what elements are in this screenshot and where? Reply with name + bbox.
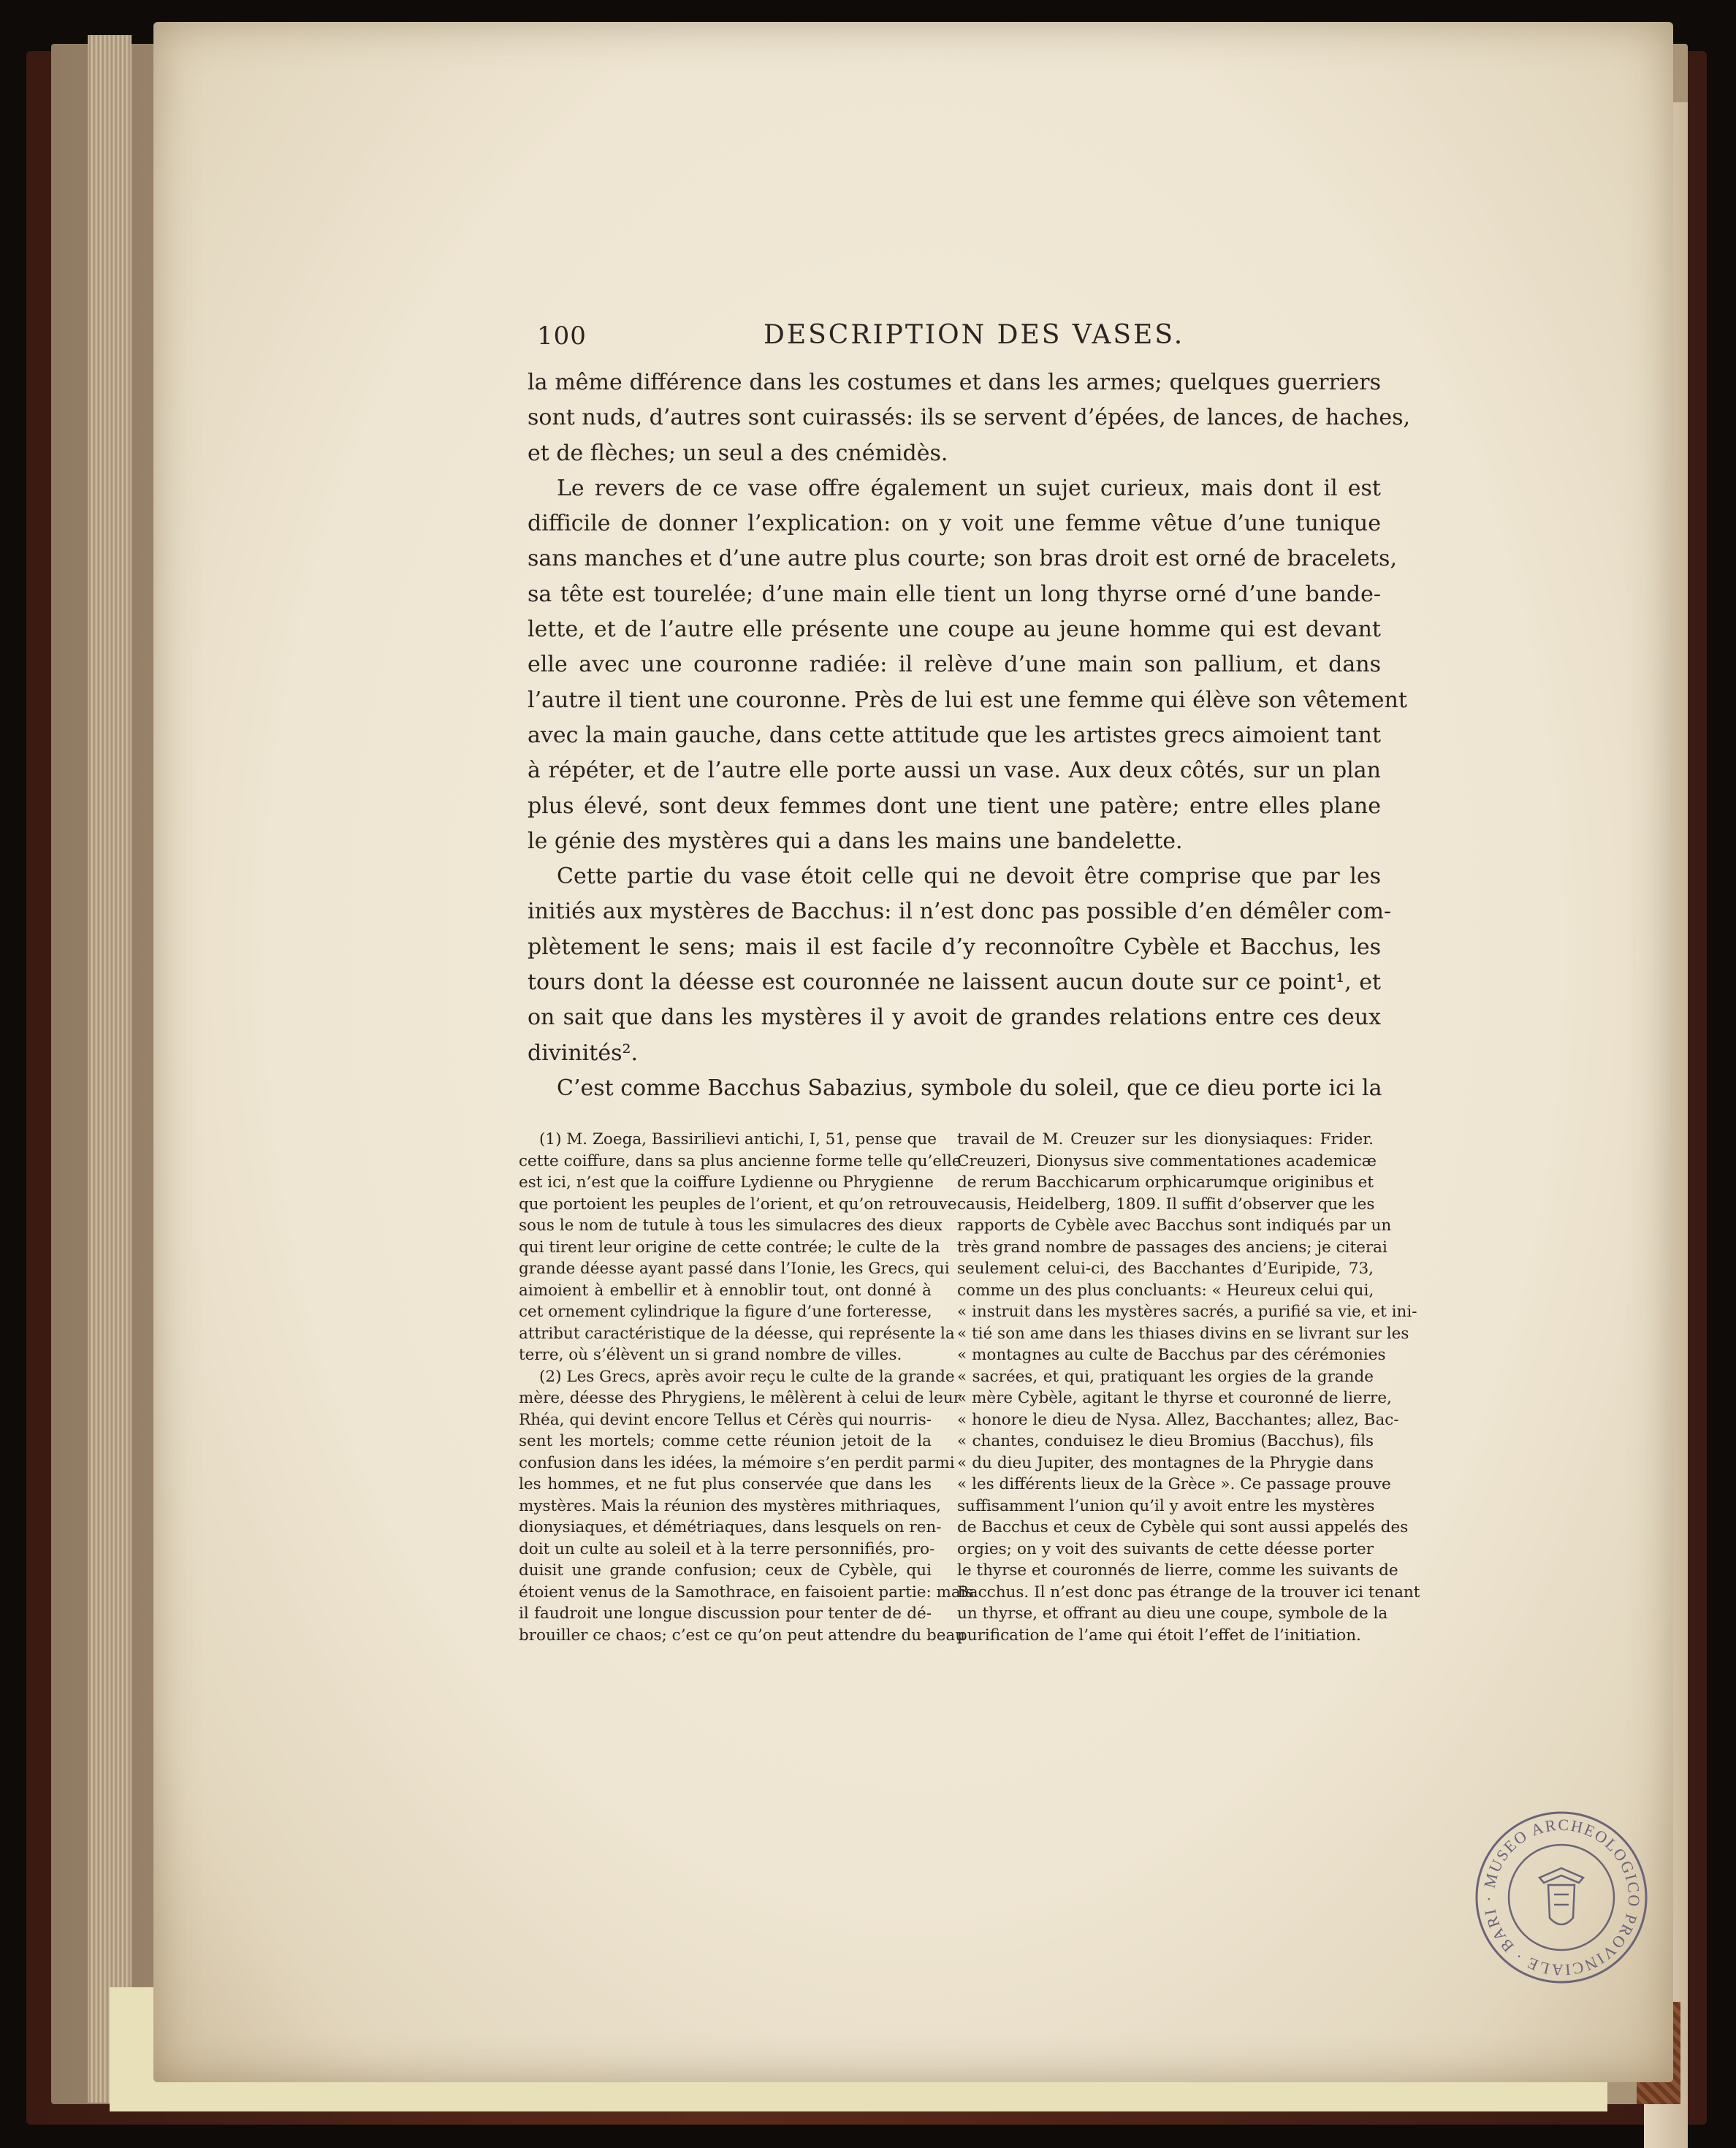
footnote-line: « du dieu Jupiter, des montagnes de la Phrygie dans [957, 1453, 1374, 1472]
footnotes-right-column [957, 1129, 1420, 1646]
footnote-line: cette coiffure, dans sa plus ancienne forme telle qu’elle [519, 1151, 962, 1170]
footnote-line: de rerum Bacchicarum orphicarumque originibus et [957, 1173, 1374, 1192]
footnote-line: seulement celui-ci, des Bacchantes d’Euripide, 73, [957, 1260, 1374, 1278]
body-line: plus élevé, sont deux femmes dont une tient une patère; entre elles plane [528, 793, 1381, 819]
footnote-line: « honore le dieu de Nysa. Allez, Bacchantes; allez, Bac- [957, 1410, 1399, 1429]
body-line: le génie des mystères qui a dans les mains une bandelette. [528, 828, 1183, 854]
footnote-line: mystères. Mais la réunion des mystères mithriaques, [519, 1496, 942, 1515]
footnote-line: confusion dans les idées, la mémoire s’en perdit parmi [519, 1453, 955, 1472]
footnote-line: purification de l’ame qui étoit l’effet de l’initiation. [957, 1626, 1361, 1645]
footnote-line: Rhéa, qui devint encore Tellus et Cérès qui nourris- [519, 1410, 932, 1429]
body-line: divinités². [528, 1040, 639, 1066]
body-line: Cette partie du vase étoit celle qui ne devoit être comprise que par les [557, 864, 1381, 890]
footnote-line: doit un culte au soleil et à la terre personnifiés, pro- [519, 1539, 935, 1558]
footnote-line: causis, Heidelberg, 1809. Il suffit d’observer que les [957, 1195, 1375, 1214]
body-line: sa tête est tourelée; d’une main elle tient un long thyrse orné d’une bande- [528, 581, 1381, 607]
body-line: difficile de donner l’explication: on y voit une femme vêtue d’une tunique [528, 511, 1381, 537]
footnote-line: il faudroit une longue discussion pour tenter de dé- [519, 1604, 932, 1623]
footnote-line: rapports de Cybèle avec Bacchus sont indiqués par un [957, 1216, 1392, 1235]
footnote-line: de Bacchus et ceux de Cybèle qui sont aussi appelés des [957, 1518, 1409, 1536]
page-number: 100 [537, 321, 587, 351]
body-line: C’est comme Bacchus Sabazius, symbole du soleil, que ce dieu porte ici la [557, 1075, 1382, 1101]
footnote-line: qui tirent leur origine de cette contrée; le culte de la [519, 1238, 940, 1257]
stamp-seal [1472, 1808, 1651, 1987]
footnote-line: aimoient à embellir et à ennoblir tout, ont donné à [519, 1281, 932, 1300]
body-line: lette, et de l’autre elle présente une coupe au jeune homme qui est devant [528, 617, 1381, 643]
museum-stamp [1472, 1808, 1651, 1987]
footnote-line: le thyrse et couronnés de lierre, comme les suivants de [957, 1561, 1398, 1580]
footnote-line: que portoient les peuples de l’orient, et qu’on retrouve [519, 1195, 957, 1214]
footnote-line: très grand nombre de passages des anciens; je citerai [957, 1238, 1387, 1257]
page-edges [88, 35, 132, 2103]
footnote-line: terre, où s’élèvent un si grand nombre de villes. [519, 1346, 902, 1364]
footnote-line: suffisamment l’union qu’il y avoit entre les mystères [957, 1496, 1375, 1515]
body-line: avec la main gauche, dans cette attitude que les artistes grecs aimoient tant [528, 722, 1381, 748]
footnote-line: sous le nom de tutule à tous les simulacres des dieux [519, 1216, 943, 1235]
svg-text:MUSEO ARCHEOLOGICO PROVINCIALE [1480, 1816, 1643, 1980]
body-line: et de flèches; un seul a des cnémidès. [528, 440, 948, 466]
body-line: sont nuds, d’autres sont cuirassés: ils se servent d’épées, de lances, de haches, [528, 405, 1411, 431]
footnote-line: comme un des plus concluants: « Heureux celui qui, [957, 1281, 1374, 1300]
footnote-line: brouiller ce chaos; c’est ce qu’on peut attendre du beau [519, 1626, 966, 1645]
footnote-line: « les différents lieux de la Grèce ». Ce passage prouve [957, 1475, 1391, 1493]
footnote-line: « tié son ame dans les thiases divins en se livrant sur les [957, 1324, 1409, 1343]
footnotes-left-column [519, 1129, 974, 1646]
footnote-line: Creuzeri, Dionysus sive commentationes academicæ [957, 1151, 1377, 1170]
footnote-line: Bacchus. Il n’est donc pas étrange de la trouver ici tenant [957, 1583, 1420, 1602]
body-line: on sait que dans les mystères il y avoit de grandes relations entre ces deux [528, 1005, 1381, 1031]
body-line: sans manches et d’une autre plus courte; son bras droit est orné de bracelets, [528, 546, 1397, 572]
footnote-line: dionysiaques, et démétriaques, dans lesquels on ren- [519, 1518, 942, 1536]
footnote-line: est ici, n’est que la coiffure Lydienne ou Phrygienne [519, 1173, 934, 1192]
body-text [528, 365, 1411, 1106]
body-line: initiés aux mystères de Bacchus: il n’est donc pas possible d’en démêler com- [528, 899, 1392, 925]
footnote-line: « montagnes au culte de Bacchus par des cérémonies [957, 1346, 1386, 1364]
footnote-line: attribut caractéristique de la déesse, qui représente la [519, 1324, 955, 1343]
running-head [537, 321, 1377, 358]
footnote-line: les hommes, et ne fut plus conservée que dans les [519, 1475, 932, 1493]
footnote-line: cet ornement cylindrique la figure d’une forteresse, [519, 1303, 932, 1321]
footnote-line: (2) Les Grecs, après avoir reçu le culte de la grande [539, 1367, 955, 1386]
body-line: la même différence dans les costumes et dans les armes; quelques guerriers [528, 370, 1381, 395]
body-line: elle avec une couronne radiée: il relève d’une main son pallium, et dans [528, 652, 1381, 678]
footnote-line: « mère Cybèle, agitant le thyrse et couronné de lierre, [957, 1389, 1392, 1407]
body-line: plètement le sens; mais il est facile d’y reconnoître Cybèle et Bacchus, les [528, 934, 1381, 960]
footnote-line: « sacrées, et qui, pratiquant les orgies de la grande [957, 1367, 1374, 1386]
body-line: Le revers de ce vase offre également un sujet curieux, mais dont il est [557, 475, 1381, 501]
footnote-line: « chantes, conduisez le dieu Bromius (Bacchus), fils [957, 1432, 1374, 1450]
footnote-line: orgies; on y voit des suivants de cette déesse porter [957, 1539, 1374, 1558]
stamp-text: MUSEO ARCHEOLOGICO PROVINCIALE · BARI · [1479, 1815, 1644, 1980]
body-line: à répéter, et de l’autre elle porte aussi un vase. Aux deux côtés, sur un plan [528, 758, 1381, 784]
body-line: tours dont la déesse est couronnée ne laissent aucun doute sur ce point¹, et [528, 970, 1381, 996]
footnote-line: (1) M. Zoega, Bassirilievi antichi, I, 51, pense que [539, 1130, 937, 1149]
footnote-line: travail de M. Creuzer sur les dionysiaques: Frider. [957, 1130, 1374, 1149]
footnote-line: duisit une grande confusion; ceux de Cybèle, qui [519, 1561, 932, 1580]
page-title: DESCRIPTION DES VASES. [764, 320, 1185, 350]
footnote-line: étoient venus de la Samothrace, en faisoient partie: mais [519, 1583, 974, 1602]
footnote-line: mère, déesse des Phrygiens, le mêlèrent à celui de leur [519, 1389, 961, 1407]
footnote-line: sent les mortels; comme cette réunion jetoit de la [519, 1432, 932, 1450]
footnote-line: grande déesse ayant passé dans l’Ionie, les Grecs, qui [519, 1260, 950, 1278]
footnote-line: un thyrse, et offrant au dieu une coupe, symbole de la [957, 1604, 1388, 1623]
body-line: l’autre il tient une couronne. Près de lui est une femme qui élève son vêtement [528, 687, 1407, 713]
footnote-line: « instruit dans les mystères sacrés, a purifié sa vie, et ini- [957, 1303, 1417, 1321]
